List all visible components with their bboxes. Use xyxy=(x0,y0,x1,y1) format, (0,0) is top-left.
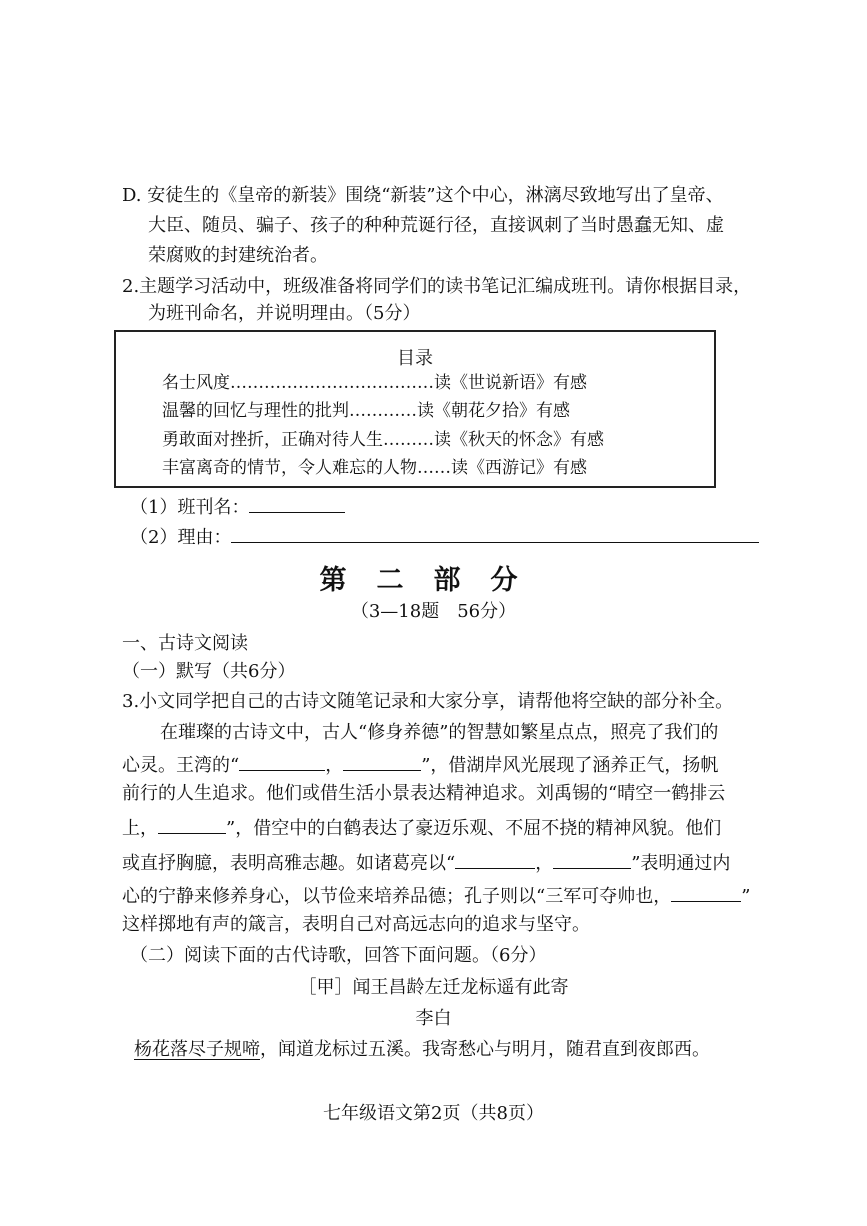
q3-paragraph-line xyxy=(122,850,730,876)
text-segment: ”，借空中的白鹤表达了豪迈乐观、不屈不挠的精神风貌。他们 xyxy=(226,818,722,839)
toc-item: 丰富离奇的情节，令人难忘的人物……读《西游记》有感 xyxy=(162,458,587,478)
text-segment: 上， xyxy=(122,818,158,839)
reason-blank[interactable] xyxy=(231,524,759,543)
fill-blank[interactable] xyxy=(553,850,631,869)
toc-item: 温馨的回忆与理性的批判…………读《朝花夕拾》有感 xyxy=(162,401,570,421)
q2-prompt-line2: 为班刊命名，并说明理由。（5分） xyxy=(148,303,421,324)
text-segment: ”表明通过内 xyxy=(631,853,731,874)
fill-blank[interactable] xyxy=(671,883,741,902)
q3-paragraph-line: 在璀璨的古诗文中，古人“修身养德”的智慧如繁星点点，照亮了我们的 xyxy=(160,722,719,743)
poem-title: ［甲］闻王昌龄左迁龙标遥有此寄 xyxy=(298,977,569,998)
q3-paragraph-line xyxy=(122,883,750,909)
toc-item: 勇敢面对挫折，正确对待人生………读《秋天的怀念》有感 xyxy=(162,430,604,450)
page-footer: 七年级语文第2页（共8页） xyxy=(323,1103,544,1124)
text-segment: ， xyxy=(325,755,344,776)
text-segment: 或直抒胸臆，表明高雅志趣。如诸葛亮以“ xyxy=(122,853,456,874)
q3-prompt: 3.小文同学把自己的古诗文随笔记录和大家分享，请帮他将空缺的部分补全。 xyxy=(122,691,734,712)
q2-prompt-line1: 2.主题学习活动中，班级准备将同学们的读书笔记汇编成班刊。请你根据目录， xyxy=(122,276,752,297)
option-d-line2: 大臣、随员、骗子、孩子的种种荒诞行径，直接讽刺了当时愚蠢无知、虚 xyxy=(148,215,724,236)
fill-blank[interactable] xyxy=(239,752,325,771)
fill-blank[interactable] xyxy=(343,752,421,771)
poem-author: 李白 xyxy=(415,1008,452,1029)
answer2-label: （2）理由： xyxy=(130,527,232,548)
fill-blank[interactable] xyxy=(158,815,226,834)
part-title: 第二部分 xyxy=(319,565,548,596)
subsection-poem: （二）阅读下面的古代诗歌，回答下面问题。（6分） xyxy=(130,945,547,966)
q3-paragraph-line xyxy=(122,815,721,841)
table-of-contents-box xyxy=(114,330,716,488)
text-segment: ，闻道龙标过五溪。我寄愁心与明月，随君直到夜郎西。 xyxy=(260,1039,710,1060)
option-d-line1: D. 安徒生的《皇帝的新装》围绕“新装”这个中心，淋漓尽致地写出了皇帝、 xyxy=(122,185,724,206)
q3-paragraph-line: 这样掷地有声的箴言，表明自己对高远志向的追求与坚守。 xyxy=(122,914,590,935)
option-d-line3: 荣腐败的封建统治者。 xyxy=(148,245,328,266)
answer1-row xyxy=(130,494,345,520)
poem-underlined-phrase: 杨花落尽子规啼 xyxy=(134,1039,260,1060)
subsection-dictation: （一）默写（共6分） xyxy=(122,661,296,682)
q3-paragraph-line: 前行的人生追求。他们或借生活小景表达精神追求。刘禹锡的“晴空一鹤排云 xyxy=(122,783,726,804)
toc-item: 名士风度………………………………读《世说新语》有感 xyxy=(162,373,587,393)
q3-paragraph-line xyxy=(122,752,718,778)
answer1-label: （1）班刊名： xyxy=(130,497,250,518)
section-heading: 一、古诗文阅读 xyxy=(122,633,248,654)
toc-title: 目录 xyxy=(397,348,433,369)
journal-name-blank[interactable] xyxy=(249,494,345,513)
text-segment: ” xyxy=(741,886,751,907)
part-subtitle: （3—18题 56分） xyxy=(350,601,517,622)
poem-line xyxy=(134,1038,710,1062)
text-segment: ”，借湖岸风光展现了涵养正气，扬帆 xyxy=(421,755,719,776)
text-segment: 心的宁静来修养身心，以节俭来培养品德；孔子则以“三军可夺帅也， xyxy=(122,886,672,907)
fill-blank[interactable] xyxy=(455,850,535,869)
answer2-row xyxy=(130,524,759,550)
text-segment: 心灵。王湾的“ xyxy=(122,755,240,776)
text-segment: ， xyxy=(535,853,554,874)
